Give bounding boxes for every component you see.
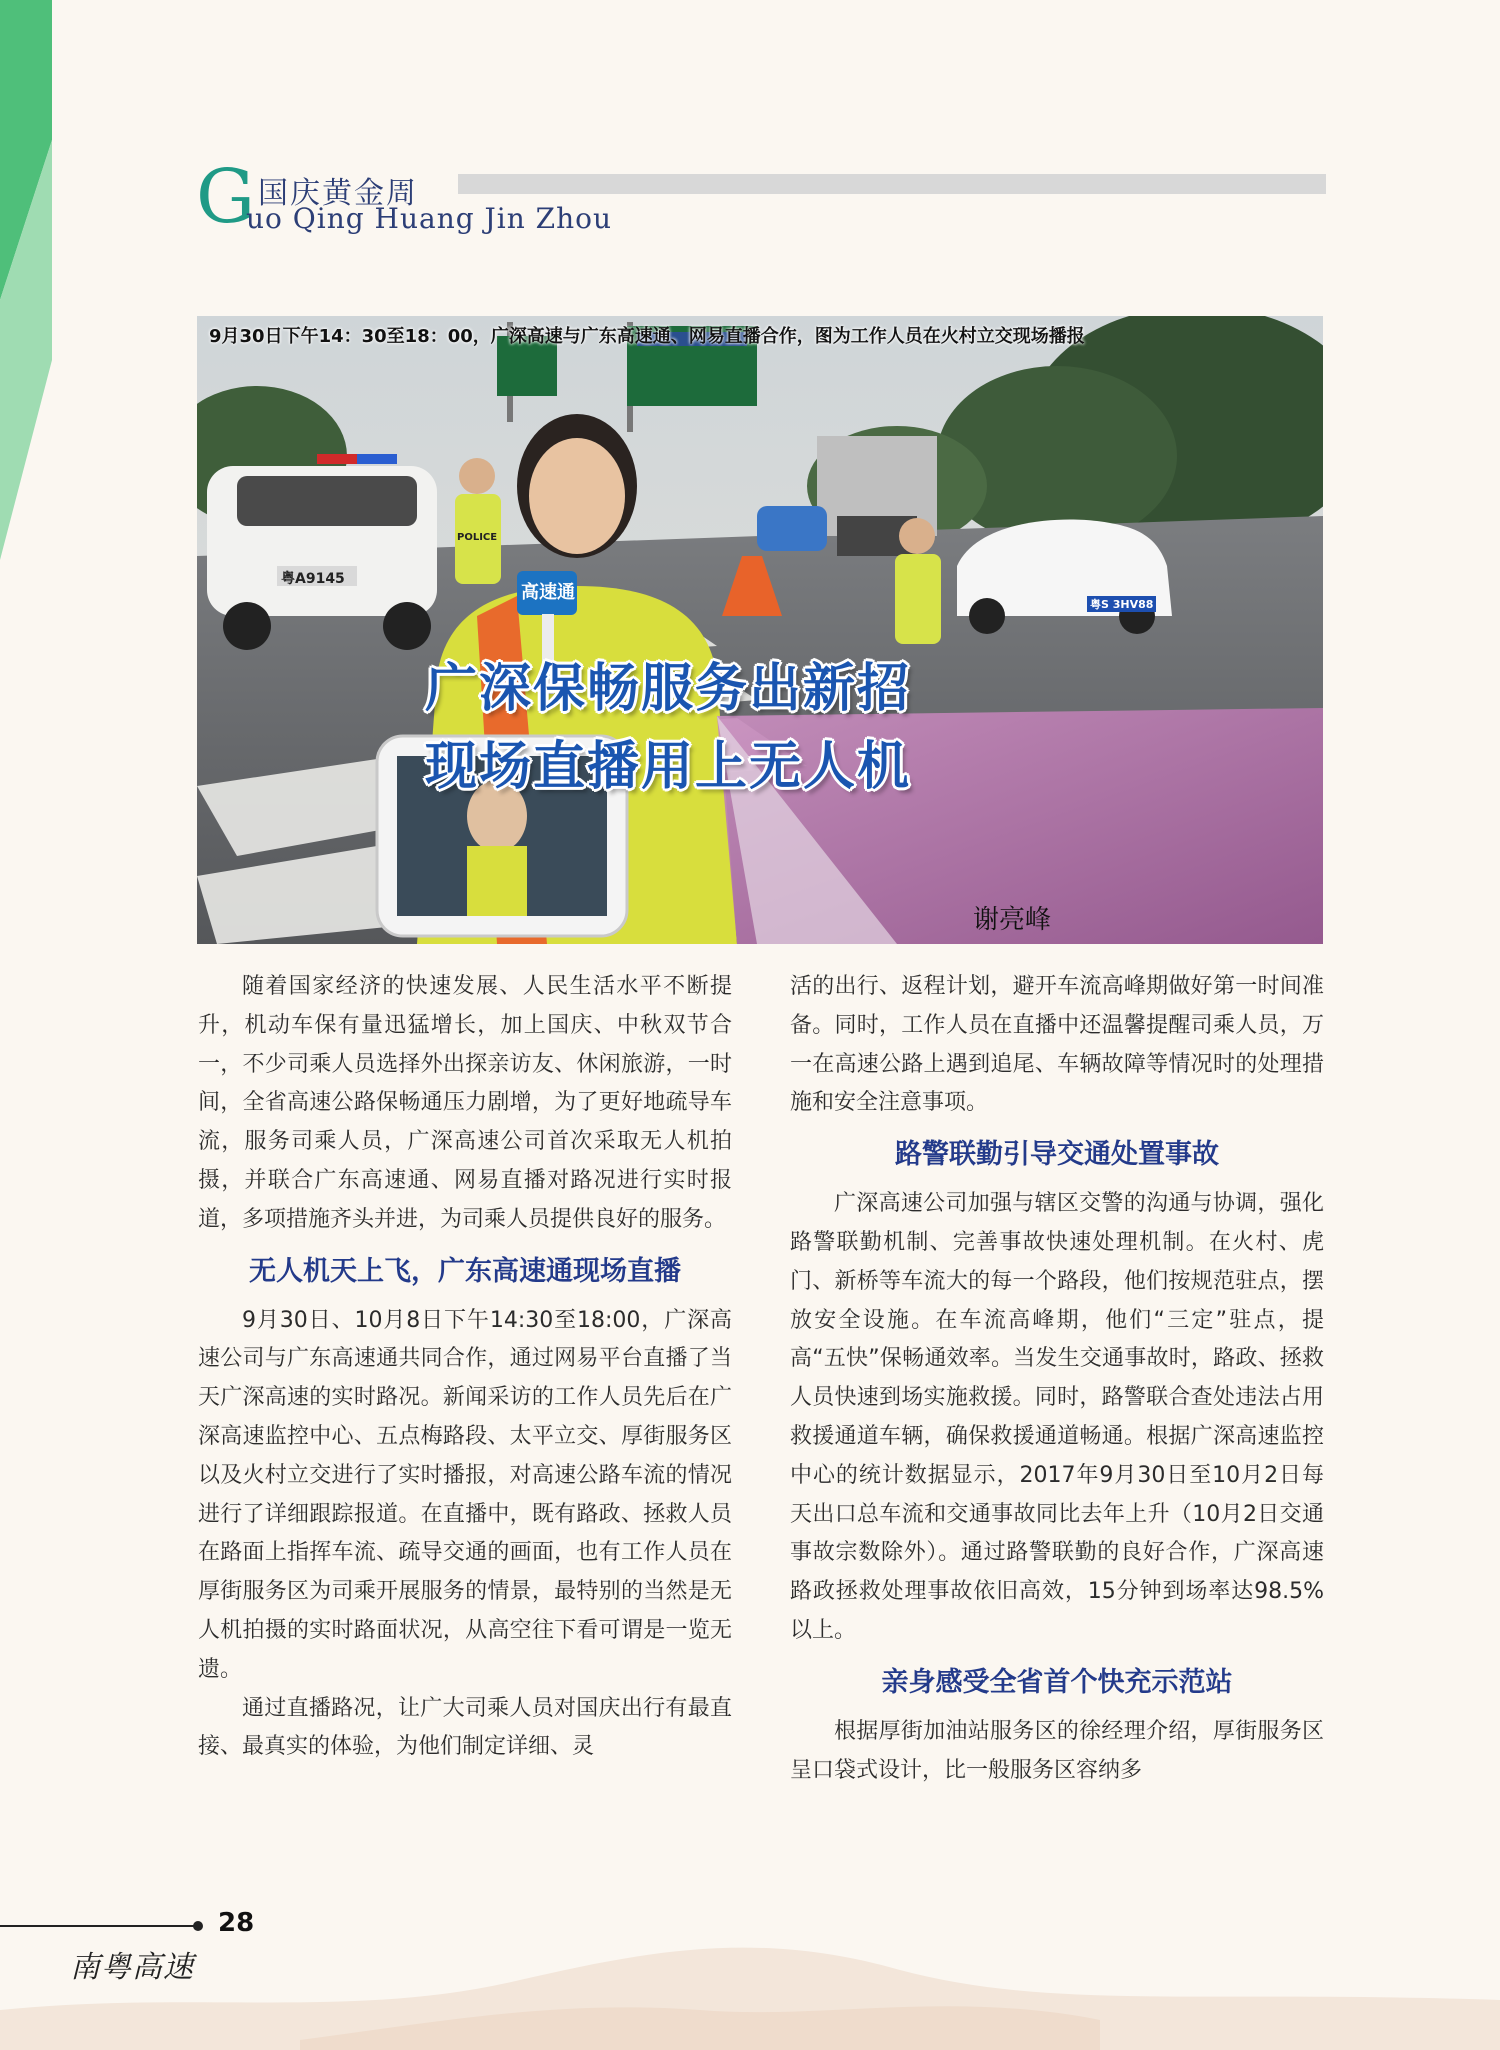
footer-rule (0, 1925, 196, 1927)
brand-logo: 南粤高速 (70, 1950, 194, 1985)
article-column-left (198, 968, 732, 1767)
subheading-police-coop: 路警联勤引导交通处置事故 (895, 1139, 1219, 1171)
paragraph-live-effect-cont: 活的出行、返程计划，避开车流高峰期做好第一时间准备。同时，工作人员在直播中还温馨提醒司乘人员，万一在高速公路上遇到追尾、车辆故障等情况时的处理措施和安全注意事项。 (790, 974, 1324, 1116)
hero-photo (197, 316, 1323, 944)
article-title-line-1: 广深保畅服务出新招 (425, 659, 912, 719)
photo-illustration (197, 316, 1323, 944)
subheading-fast-charge: 亲身感受全省首个快充示范站 (881, 1666, 1233, 1698)
footer-dot (193, 1921, 203, 1931)
header-initial: G (196, 154, 256, 240)
header-title-cn: 国庆黄金周 (258, 176, 418, 211)
photo-caption: 9月30日下午14：30至18：00，广深高速与广东高速通、网易直播合作，图为工作人员在火村立交现场播报 (209, 326, 1085, 347)
article-column-right (790, 968, 1324, 1790)
page-number: 28 (218, 1908, 255, 1938)
article-title-line-2: 现场直播用上无人机 (425, 737, 912, 797)
paragraph-intro: 随着国家经济的快速发展、人民生活水平不断提升，机动车保有量迅猛增长，加上国庆、中秋双节合一，不少司乘人员选择外出探亲访友、休闲旅游，一时间，全省高速公路保畅通压力剧增，为了更好地疏导车流，服务司乘人员，广深高速公司首次采取无人机拍摄，并联合广东高速通、网易直播对路况进行实时报道，多项措施齐头并进，为司乘人员提供良好的服务。 (198, 974, 732, 1232)
paragraph-live-broadcast: 9月30日、10月8日下午14:30至18:00，广深高速公司与广东高速通共同合作，通过网易平台直播了当天广深高速的实时路况。新闻采访的工作人员先后在广深高速监控中心、五点梅路段、太平立交、厚街服务区以及火村立交进行了实时播报，对高速公路车流的情况进行了详细跟踪报道。在直播中，既有路政、拯救人员在路面上指挥车流、疏导交通的画面，也有工作人员在厚街服务区为司乘开展服务的情景，最特别的当然是无人机拍摄的实时路面状况，从高空往下看可谓是一览无遗。 (198, 1307, 732, 1682)
paragraph-live-effect: 通过直播路况，让广大司乘人员对国庆出行有最直接、最真实的体验，为他们制定详细、灵 (198, 1695, 732, 1760)
subheading-drone-live: 无人机天上飞，广东高速通现场直播 (249, 1255, 681, 1287)
police-vest-label: POLICE (457, 532, 498, 543)
mic-label: 高速通 (521, 582, 575, 603)
header-title-pinyin: uo Qing Huang Jin Zhou (246, 202, 613, 235)
plate-left: 粤A9145 (281, 571, 345, 587)
paragraph-fast-charge: 根据厚街加油站服务区的徐经理介绍，厚街服务区呈口袋式设计，比一般服务区容纳多 (790, 1718, 1324, 1783)
green-side-stripe (0, 0, 62, 560)
decorative-hills (0, 1870, 1500, 2050)
paragraph-police-coop: 广深高速公司加强与辖区交警的沟通与协调，强化路警联勤机制、完善事故快速处理机制。在火村、虎门、新桥等车流大的每一个路段，他们按规范驻点，摆放安全设施。在车流高峰期，他们“三定”驻点，提高“五快”保畅通效率。当发生交通事故时，路政、拯救人员快速到场实施救援。同时，路警联合查处违法占用救援通道车辆，确保救援通道畅通。根据广深高速监控中心的统计数据显示，2017年9月30日至10月2日每天出口总车流和交通事故同比去年上升（10月2日交通事故宗数除外）。通过路警联勤的良好合作，广深高速路政拯救处理事故依旧高效，15分钟到场率达98.5%以上。 (790, 1191, 1324, 1643)
header-bar (458, 174, 1326, 194)
plate-right: 粤S 3HV88 (1087, 596, 1156, 612)
article-author: 谢亮峰 (973, 905, 1052, 935)
section-header (196, 154, 1326, 240)
